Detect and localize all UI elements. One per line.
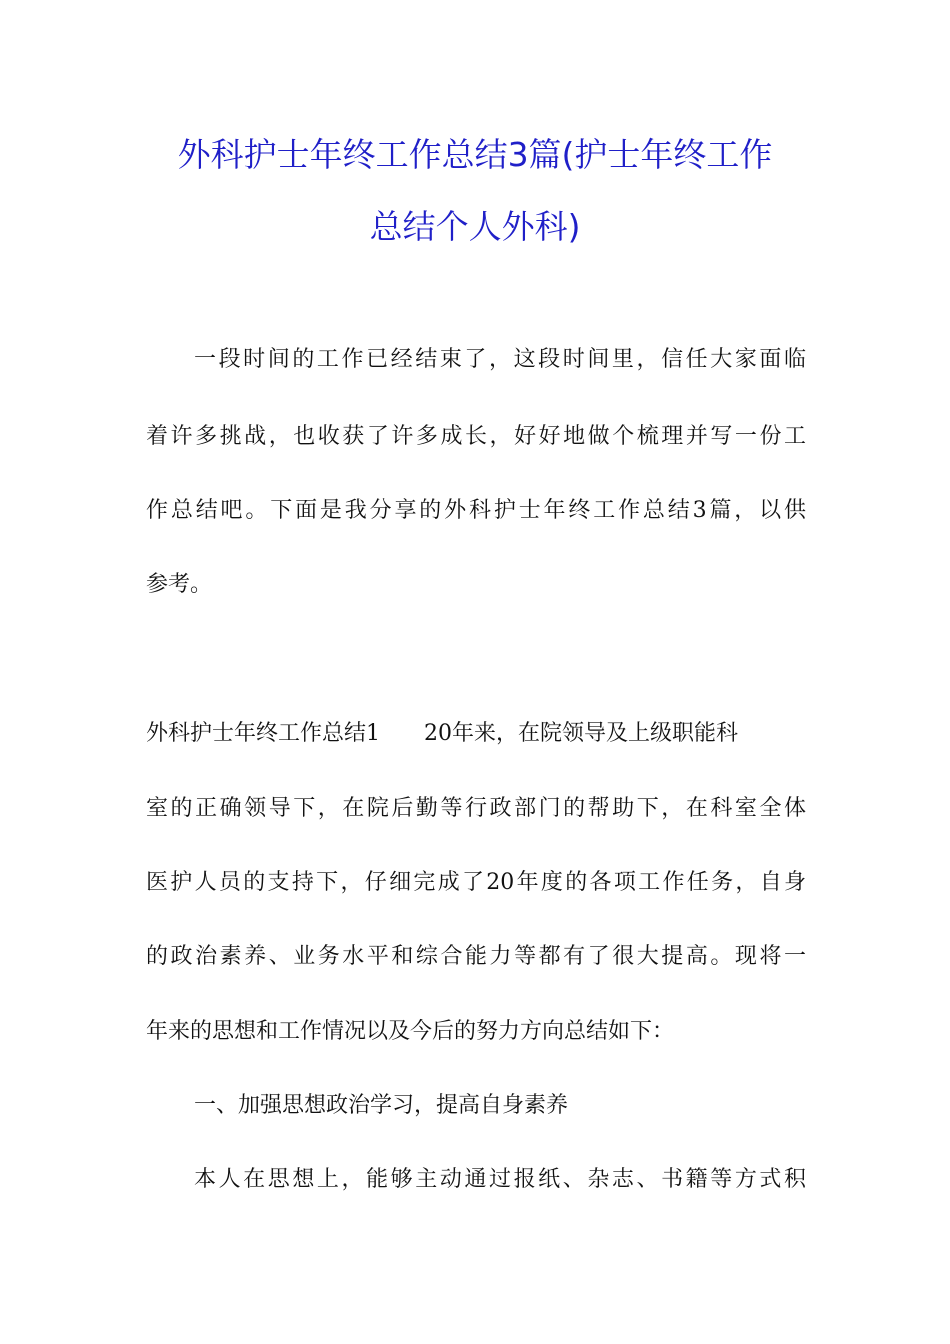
intro-line-2: 着许多挑战，也收获了许多成长，好好地做个梳理并写一份工 xyxy=(146,424,806,449)
section1-first-line-rest: 20年来，在院领导及上级职能科 xyxy=(424,721,738,746)
document-title-line-2: 总结个人外科) xyxy=(369,207,581,246)
section1-heading: 外科护士年终工作总结1 xyxy=(146,721,380,746)
section1-line-4: 年来的思想和工作情况以及今后的努力方向总结如下： xyxy=(146,1019,675,1044)
section1-line-1: 室的正确领导下，在院后勤等行政部门的帮助下，在科室全体 xyxy=(146,796,806,821)
section1-subheading: 一、加强思想政治学习，提高自身素养 xyxy=(194,1093,569,1118)
section1-first-line xyxy=(146,719,806,749)
intro-line-1: 一段时间的工作已经结束了，这段时间里，信任大家面临 xyxy=(194,347,806,372)
intro-line-4: 参考。 xyxy=(146,572,213,597)
section1-paragraph-line: 本人在思想上，能够主动通过报纸、杂志、书籍等方式积 xyxy=(194,1167,806,1192)
section1-line-3: 的政治素养、业务水平和综合能力等都有了很大提高。现将一 xyxy=(146,944,806,969)
intro-line-3: 作总结吧。下面是我分享的外科护士年终工作总结3篇，以供 xyxy=(146,498,806,523)
section1-line-2: 医护人员的支持下，仔细完成了20年度的各项工作任务，自身 xyxy=(146,870,806,895)
document-title-line-1: 外科护士年终工作总结3篇(护士年终工作 xyxy=(177,135,773,174)
